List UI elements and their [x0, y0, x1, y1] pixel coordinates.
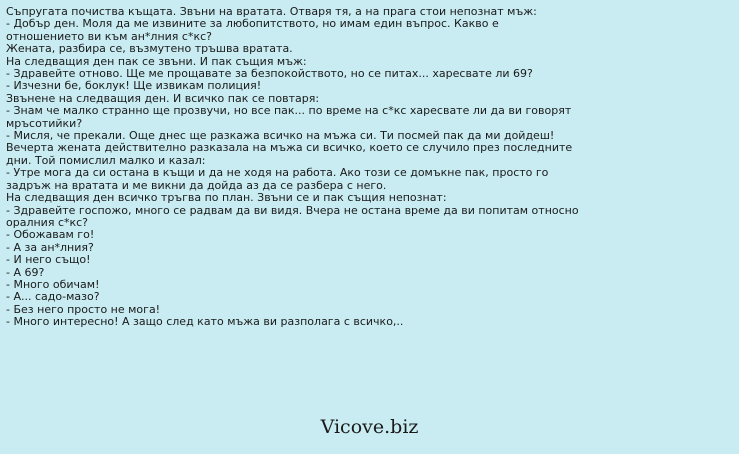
- joke-line: - Без него просто не мога!: [6, 302, 161, 316]
- joke-line: - Много обичам!: [6, 277, 100, 291]
- joke-line: - Мисля, че прекали. Още днес ще разкажа всичко на мъжа си. Ти посмей пак да ми дойдеш!: [6, 129, 555, 143]
- joke-line: - Знам че малко странно ще прозвучи, но все пак... по време на с*кс харесвате ли да ви говорят: [6, 104, 572, 118]
- joke-line: На следващия ден всичко тръгва по план. Звъни се и пак същия непознат:: [6, 191, 447, 205]
- joke-line: - И него също!: [6, 253, 91, 267]
- joke-line: оралния с*кс?: [6, 215, 89, 229]
- joke-line: - А 69?: [6, 265, 45, 279]
- joke-line: На следващия ден пак се звъни. И пак същия мъж:: [6, 54, 307, 68]
- joke-line: мръсотийки?: [6, 116, 83, 130]
- joke-line: - Обожавам го!: [6, 228, 95, 242]
- joke-line: Съпругата почиства къщата. Звъни на вратата. Отваря тя, а на прага стои непознат мъж:: [6, 5, 537, 18]
- joke-line: - Много интересно! А защо след като мъжа ви разполага с всичко,..: [6, 315, 404, 329]
- joke-line: задръж на вратата и ме викни да дойда аз да се разбера с него.: [6, 178, 387, 192]
- joke-line: - Утре мога да си остана в къщи и да не ходя на работа. Ако този се домъкне пак, просто го: [6, 166, 549, 180]
- joke-line: - Добър ден. Моля да ме извините за любопитството, но имам един въпрос. Какво е: [6, 17, 499, 31]
- joke-line: - Здравейте отново. Ще ме прощавате за безпокойството, но се питах... харесвате ли 69?: [6, 67, 533, 81]
- joke-line: Звънене на следващия ден. И всичко пак се повтаря:: [6, 91, 320, 105]
- joke-line: - А за ан*лния?: [6, 240, 94, 254]
- joke-line: Вечерта жената действително разказала на мъжа си всичко, което се случило през последните: [6, 141, 573, 155]
- joke-text: [6, 6, 734, 329]
- joke-line: - Изчезни бе, боклук! Ще извикам полиция!: [6, 79, 262, 93]
- joke-line: отношението ви към ан*лния с*кс?: [6, 29, 212, 43]
- joke-line: дни. Той помислил малко и казал:: [6, 153, 206, 167]
- joke-line: - А... садо-мазо?: [6, 290, 100, 304]
- joke-line: - Здравейте госпожо, много се радвам да ви видя. Вчера не остана време да ви попитам относно: [6, 203, 579, 217]
- site-brand: Vicove.biz: [320, 416, 419, 438]
- joke-line: Жената, разбира се, възмутено тръшва вратата.: [6, 42, 293, 56]
